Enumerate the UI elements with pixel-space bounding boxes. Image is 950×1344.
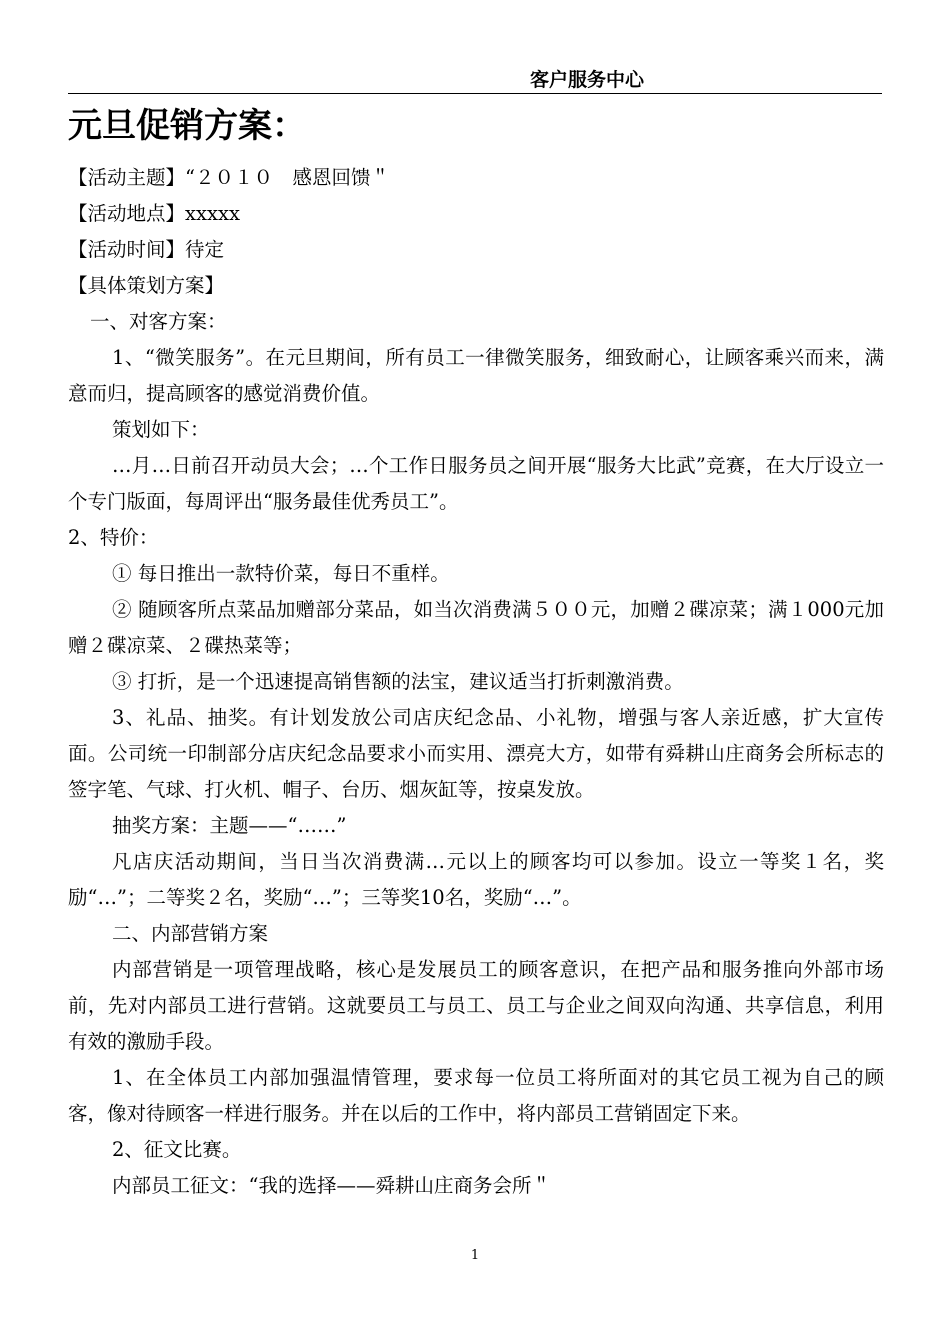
header-center-name: 客户服务中心 [530, 69, 645, 91]
section-customer-plan: 一、对客方案： [90, 310, 227, 333]
item-gifts-lottery: 3、礼品、抽奖。有计划发放公司店庆纪念品、小礼物，增强与客人亲近感，扩大宣传面。公司统一印制部分店庆纪念品要求小而实用、漂亮大方，如带有舜耕山庄商务会所标志的签字笔、气球、打火机、帽子、台历、烟灰缸等，按桌发放。 [68, 706, 884, 801]
activity-theme: 【活动主题】“２０１０ 感恩回馈＂ [68, 166, 390, 189]
essay-contest: 内部员工征文：“我的选择——舜耕山庄商务会所＂ [112, 1174, 551, 1197]
special-price-3: ③ 打折，是一个迅速提高销售额的法宝，建议适当打折刺激消费。 [112, 670, 684, 693]
plan-heading: 【具体策划方案】 [68, 274, 225, 297]
activity-time: 【活动时间】待定 [68, 238, 225, 261]
document-title: 元旦促销方案： [68, 106, 306, 146]
internal-item-2: 2、征文比赛。 [112, 1138, 242, 1161]
plan-detail: …月…日前召开动员大会；…个工作日服务员之间开展“服务大比武”竞赛，在大厅设立一个专门版面，每周评出“服务最佳优秀员工”。 [68, 454, 884, 513]
section-internal-marketing: 二、内部营销方案 [112, 922, 269, 945]
special-price-1: ① 每日推出一款特价菜，每日不重样。 [112, 562, 450, 585]
activity-location: 【活动地点】xxxxx [68, 202, 240, 225]
lottery-rules: 凡店庆活动期间，当日当次消费满…元以上的顾客均可以参加。设立一等奖１名，奖励“…”；二等奖２名，奖励“…”；三等奖10名，奖励“…”。 [68, 850, 884, 909]
special-price-2: ② 随顾客所点菜品加赠部分菜品，如当次消费满５００元，加赠２碟凉菜；满１000元加赠２碟凉菜、２碟热菜等； [68, 598, 884, 657]
plan-intro: 策划如下： [112, 418, 210, 441]
item-smile-service: 1、“微笑服务”。在元旦期间，所有员工一律微笑服务，细致耐心，让顾客乘兴而来，满意而归，提高顾客的感觉消费价值。 [68, 346, 884, 405]
document-body [68, 160, 884, 1204]
page-number: 1 [470, 1248, 480, 1263]
lottery-theme: 抽奖方案：主题——“……” [112, 814, 347, 837]
item-special-price: 2、特价： [68, 526, 159, 549]
internal-item-1: 1、在全体员工内部加强温情管理，要求每一位员工将所面对的其它员工视为自己的顾客，像对待顾客一样进行服务。并在以后的工作中，将内部员工营销固定下来。 [68, 1066, 884, 1125]
header-divider [68, 93, 882, 94]
internal-marketing-intro: 内部营销是一项管理战略，核心是发展员工的顾客意识，在把产品和服务推向外部市场前，先对内部员工进行营销。这就要员工与员工、员工与企业之间双向沟通、共享信息，利用有效的激励手段。 [68, 958, 884, 1053]
